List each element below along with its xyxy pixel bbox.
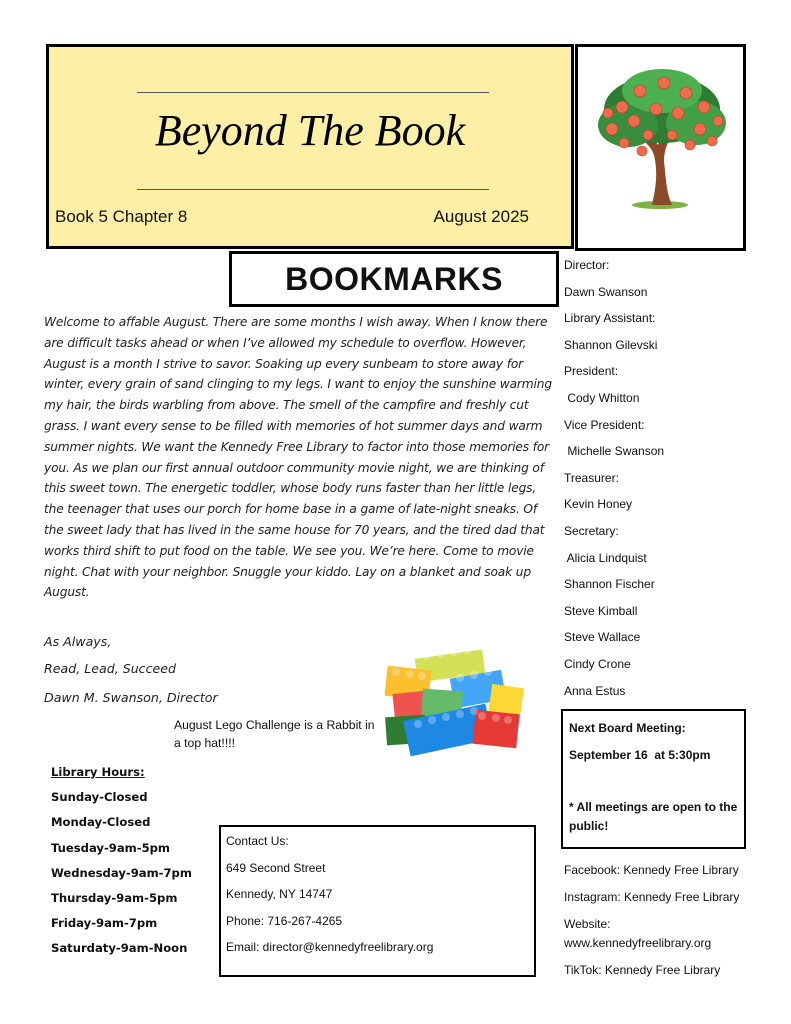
issue-date: August 2025: [433, 207, 529, 226]
staff-line: Dawn Swanson: [564, 284, 648, 299]
section-heading: BOOKMARKS: [285, 261, 503, 297]
tiktok-link[interactable]: TikTok: Kennedy Free Library: [564, 963, 721, 977]
staff-line: Steve Kimball: [564, 603, 638, 618]
hours-friday: Friday-9am-7pm: [51, 916, 158, 931]
newsletter-title: Beyond The Book: [154, 106, 466, 155]
contact-street: 649 Second Street: [226, 860, 326, 875]
signoff-motto: Read, Lead, Succeed: [44, 661, 177, 676]
meeting-note: * All meetings are open to the public!: [569, 800, 738, 833]
staff-line: Michelle Swanson: [564, 444, 665, 459]
lego-image-frame: [378, 640, 530, 762]
staff-line: Kevin Honey: [564, 497, 633, 512]
facebook-link[interactable]: Facebook: Kennedy Free Library: [564, 863, 739, 877]
hours-monday: Monday-Closed: [51, 815, 151, 830]
staff-line: Steve Wallace: [564, 630, 641, 645]
hours-saturday: Saturdaty-9am-Noon: [51, 941, 188, 956]
lego-bricks-illustration: [378, 640, 530, 762]
staff-line: Treasurer:: [564, 470, 619, 485]
signoff-signature: Dawn M. Swanson, Director: [44, 690, 218, 705]
website-link[interactable]: www.kennedyfreelibrary.org: [564, 936, 712, 950]
social-links: [564, 862, 764, 978]
tree-image-frame: [575, 44, 746, 251]
staff-line: Secretary:: [564, 523, 619, 538]
hours-sunday: Sunday-Closed: [51, 790, 148, 805]
signoff-line-1: As Always,: [44, 634, 112, 649]
lego-challenge-caption: August Lego Challenge is a Rabbit in a top hat!!!!: [174, 718, 375, 750]
contact-phone[interactable]: Phone: 716-267-4265: [226, 913, 343, 928]
staff-line: Shannon Gilevski: [564, 337, 658, 352]
staff-line: Cindy Crone: [564, 656, 631, 671]
hours-tuesday: Tuesday-9am-5pm: [51, 840, 171, 855]
contact-header: Contact Us:: [226, 834, 289, 848]
contact-box: [219, 825, 536, 977]
staff-line: Shannon Fischer: [564, 577, 655, 592]
instagram-link[interactable]: Instagram: Kennedy Free Library: [564, 890, 740, 904]
library-hours: [51, 765, 192, 967]
website-label: Website:: [564, 917, 611, 931]
staff-line: Alicia Lindquist: [564, 550, 647, 565]
banner-bottom-rule: [137, 189, 489, 190]
staff-line: President:: [564, 364, 619, 379]
contact-city: Kennedy, NY 14747: [226, 887, 333, 901]
issue-chapter: Book 5 Chapter 8: [55, 207, 188, 226]
staff-line: Cody Whitton: [564, 390, 640, 405]
contact-email[interactable]: Email: director@kennedyfreelibrary.org: [226, 940, 434, 954]
staff-list: [564, 257, 764, 709]
apple-tree-illustration: [578, 47, 743, 248]
hours-wednesday: Wednesday-9am-7pm: [51, 865, 192, 880]
section-heading-box: [229, 251, 559, 307]
staff-line: Vice President:: [564, 417, 645, 432]
staff-line: Library Assistant:: [564, 311, 656, 326]
meeting-date: September 16 at 5:30pm: [569, 748, 711, 762]
title-banner: [46, 44, 574, 249]
staff-line: Director:: [564, 258, 610, 272]
staff-line: Anna Estus: [564, 683, 626, 698]
meeting-title: Next Board Meeting:: [569, 721, 686, 735]
board-meeting-box: [561, 709, 746, 849]
hours-thursday: Thursday-9am-5pm: [51, 890, 178, 905]
banner-top-rule: [137, 92, 489, 93]
hours-header: Library Hours:: [51, 765, 145, 779]
director-letter: Welcome to affable August. There are some months I wish away. When I know there are difficult tasks ahead or when I’ve allowed my schedule to overflow. However, August is a month I strive to savor. Soaking up every sunbeam to store away for winter, every grain of sand clinging to my legs. I want to enjoy the sunshine warming my hair, the birds warbling from above. The smell of the campfire and freshly cut grass. I want every sense to be filled with memories of hot summer days and warm summer nights. We want the Kennedy Free Library to factor into those memories for you. As we plan our first annual outdoor community movie night, we are thinking of this sweet town. The energetic toddler, whose body runs faster than her little legs, the teenager that uses our porch for home base in a game of late-night sneaks. Of the sweet lady that has lived in the same house for 70 years, and the tired dad that works third shift to put food on the table. We see you. We’re here. Come to movie night. Chat with your neighbor. Snuggle your kiddo. Lay on a blanket and soak up August.: [44, 315, 552, 600]
